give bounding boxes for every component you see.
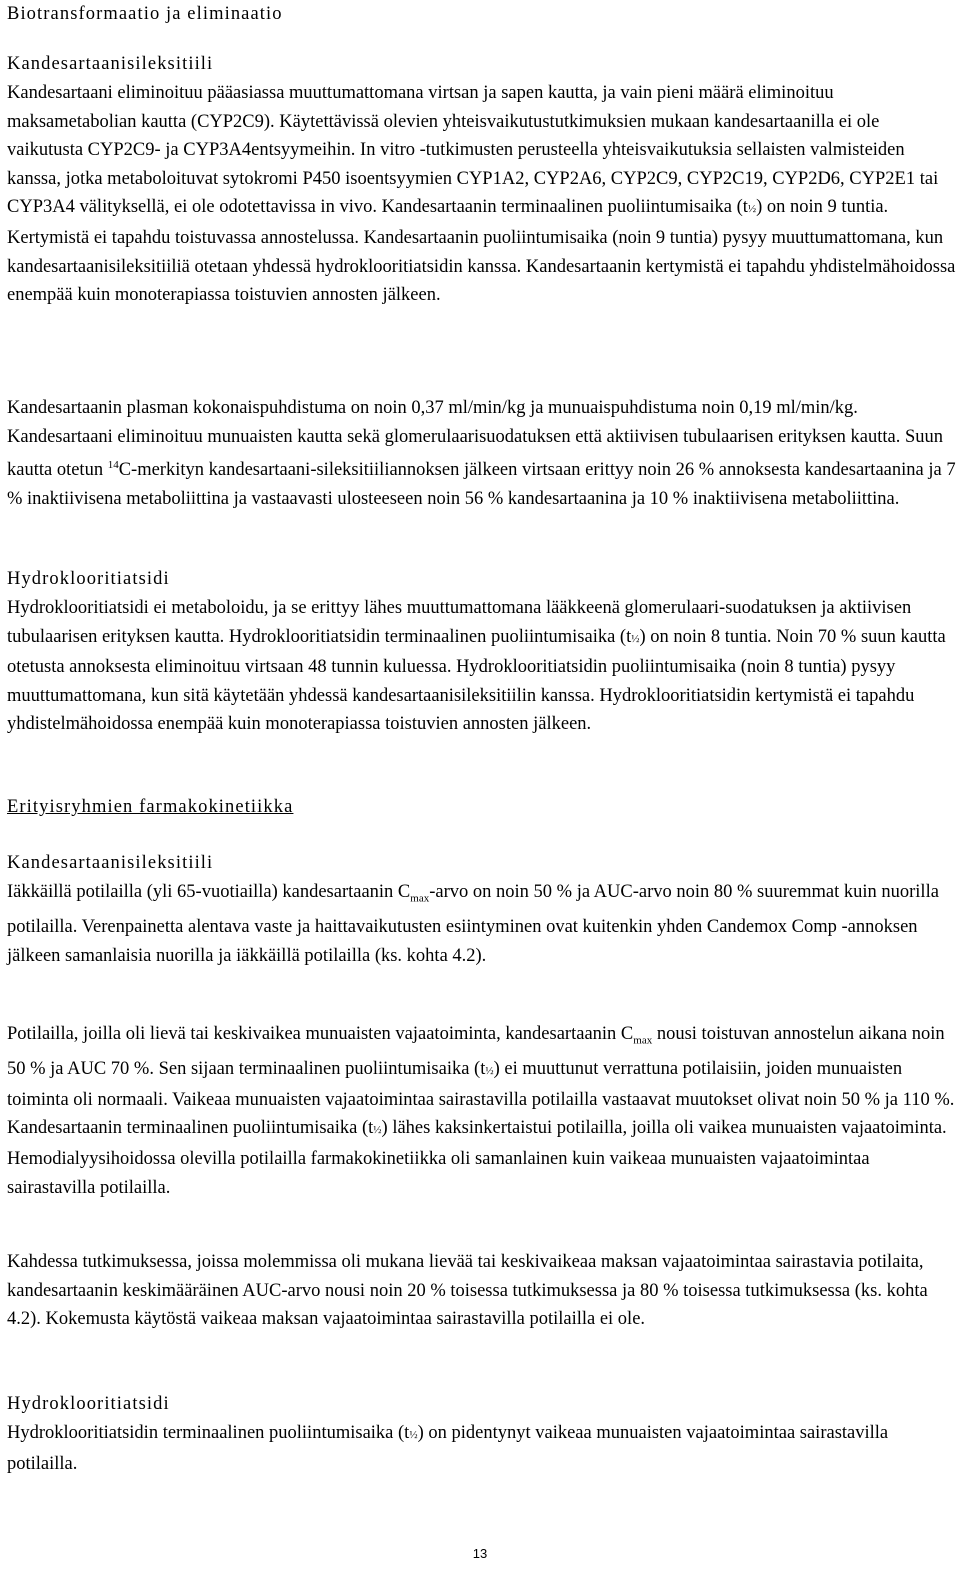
page-number: 13	[472, 1546, 488, 1561]
half-life-subscript: ½	[747, 203, 757, 216]
hct-paragraph: Hydroklooritiatsidi ei metaboloidu, ja se erittyy lähes muuttumattomana lääkkeenä glomerulaari-suodatuksen ja aktiivisen tubulaarisen erityksen kautta. Hydroklooritiatsidin terminaalinen puoliintumisaika (t½) on noin 8 tuntia. Noin 70 % suun kautta otetusta annoksesta eliminoituu virtsaan 48 tunnin kuluessa. Hydroklooritiatsidin puoliintumisaika (noin 8 tuntia) pysyy muuttumattomana, kun sitä käytetään yhdessä kandesartaanisileksitiilin kanssa. Hydroklooritiatsidin kertymistä ei tapahdu yhdistelmähoidossa enempää kuin monoterapiassa toistuvien annosten jälkeen.	[7, 598, 946, 735]
special-hct-heading: Hydroklooritiatsidi	[7, 1394, 170, 1414]
section-title: Biotransformaatio ja eliminaatio	[7, 4, 283, 24]
candesartan-heading: Kandesartaanisileksitiili	[7, 54, 214, 74]
special-candesartan-heading: Kandesartaanisileksitiili	[7, 853, 214, 873]
renal-paragraph: Potilailla, joilla oli lievä tai keskivaikea munuaisten vajaatoiminta, kandesartaanin $C_{max}$ nousi toistuvan annostelun aikana noin 50 % ja AUC 70 %. Sen sijaan terminaalinen puoliintumisaika (t½) ei muuttunut verrattuna potilaisiin, joiden munuaisten toiminta oli normaali. Vaikeaa munuaisten vajaatoimintaa sairastavilla potilailla vastaavat muutokset olivat noin 50 % ja 110 %. Kandesartaanin terminaalinen puoliintumisaika (t½) lähes kaksinkertaistui potilailla, joilla oli vaikea munuaisten vajaatoiminta. Hemodialyysihoidossa olevilla potilailla farmakokinetiikka oli samanlainen kuin vaikeaa munuaisten vajaatoimintaa sairastavilla potilailla.	[7, 1024, 955, 1198]
special-section-title: Erityisryhmien farmakokinetiikka	[7, 797, 294, 817]
hepatic-paragraph: Kahdessa tutkimuksessa, joissa molemmissa oli mukana lievää tai keskivaikeaa maksan vajaatoimintaa sairastavia potilaita, kandesartaanin keskimääräinen AUC-arvo nousi noin 20 % toisessa tutkimuksessa ja 80 % toisessa tutkimuksessa (ks. kohta 4.2). Kokemusta käytöstä vaikeaa maksan vajaatoimintaa sairastavilla potilailla ei ole.	[7, 1252, 928, 1330]
elderly-paragraph: Iäkkäillä potilailla (yli 65-vuotiailla) kandesartaanin $C_{max}$-arvo on noin 50 % ja AUC-arvo noin 80 % suuremmat kuin nuorilla potilailla. Verenpainetta alentava vaste ja haittavaikutusten esiintyminen ovat kuitenkin yhden Candemox Comp -annoksen jälkeen samanlaisia nuorilla ja iäkkäillä potilailla (ks. kohta 4.2).	[7, 882, 939, 966]
special-hct-paragraph: Hydroklooritiatsidin terminaalinen puoliintumisaika (t½) on pidentynyt vaikeaa munuaisten vajaatoimintaa sairastavilla potilailla.	[7, 1423, 889, 1474]
hct-heading: Hydroklooritiatsidi	[7, 569, 170, 589]
candesartan-paragraph-2: Kandesartaanin plasman kokonaispuhdistuma on noin 0,37 ml/min/kg ja munuaispuhdistuma noin 0,19 ml/min/kg. Kandesartaani eliminoituu munuaisten kautta sekä glomerulaarisuodatuksen että aktiivisen tubulaarisen erityksen kautta. Suun kautta otetun $^{14}$C-merkityn kandesartaani-sileksitiiliannoksen jälkeen virtsaan erittyy noin 26 % annoksesta kandesartaanina ja 7 % inaktiivisena metaboliittina ja vastaavasti ulosteeseen noin 56 % kandesartaanina ja 10 % inaktiivisena metaboliittina.	[7, 398, 956, 509]
candesartan-paragraph-1: Kandesartaani eliminoituu pääasiassa muuttumattomana virtsan ja sapen kautta, ja vain pieni määrä eliminoituu maksametabolian kautta (CYP2C9). Käytettävissä olevien yhteisvaikutustutkimuksien mukaan kandesartaanilla ei ole vaikutusta CYP2C9- ja CYP3A4entsyymeihin. In vitro -tutkimusten perusteella yhteisvaikutuksia sellaisten valmisteiden kanssa, jotka metaboloituvat sytokromi P450 isoentsyymien CYP1A2, CYP2A6, CYP2C9, CYP2C19, CYP2D6, CYP2E1 tai CYP3A4 välityksellä, ei ole odotettavissa in vivo. Kandesartaanin terminaalinen puoliintumisaika (t½) on noin 9 tuntia. Kertymistä ei tapahdu toistuvassa annostelussa. Kandesartaanin puoliintumisaika (noin 9 tuntia) pysyy muuttumattomana, kun kandesartaanisileksitiiliä otetaan yhdessä hydroklooritiatsidin kanssa. Kandesartaanin kertymistä ei tapahdu yhdistelmähoidossa enempää kuin monoterapiassa toistuvien annosten jälkeen.	[7, 83, 956, 306]
